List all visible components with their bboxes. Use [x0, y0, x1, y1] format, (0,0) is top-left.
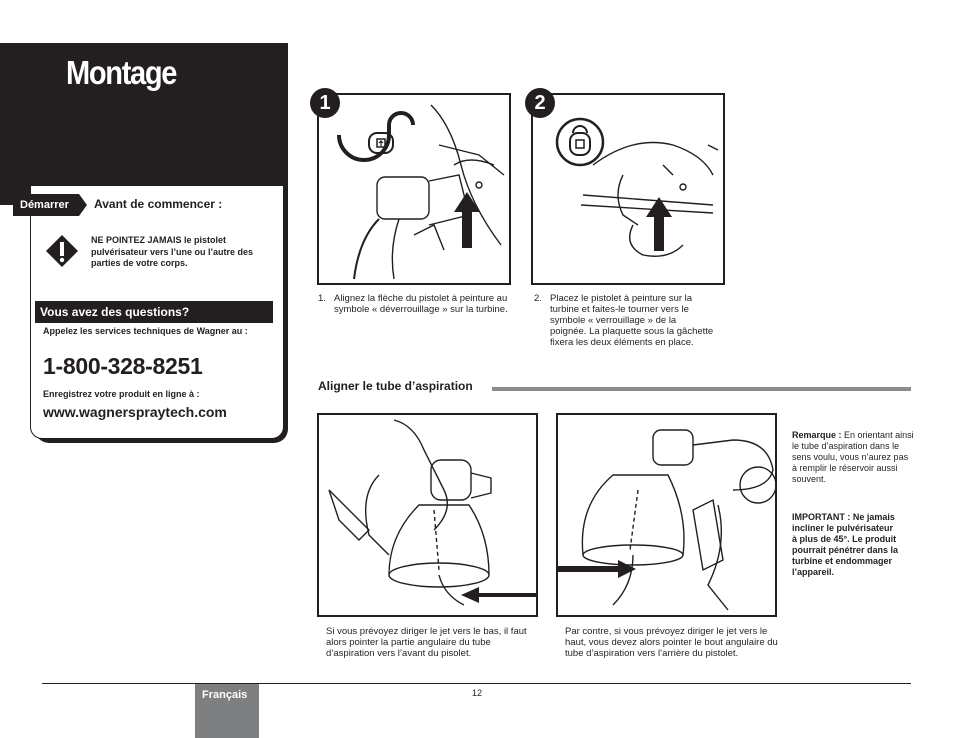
lock-icon	[555, 117, 605, 167]
step-description: Placez le pistolet à peinture sur la turbine et faites-le tourner vers le symbole « verrouillage » de la poignée. La plaquette sous la gâchette fixera les deux éléments en place.	[550, 293, 714, 348]
step-number: 2.	[534, 293, 542, 304]
figure-tube-up	[556, 413, 777, 617]
remark-label: Remarque :	[792, 430, 842, 440]
footer-rule	[42, 683, 911, 684]
step-text-2	[534, 293, 716, 363]
step-badge-1: 1	[310, 88, 340, 118]
register-text: Enregistrez votre produit en ligne à :	[43, 389, 200, 399]
spray-gun-illustration-4	[558, 415, 775, 615]
step-text-1	[318, 293, 518, 333]
section-heading: Aligner le tube d’aspiration	[318, 379, 473, 393]
questions-heading: Vous avez des questions?	[35, 301, 273, 323]
figure-step-1	[317, 93, 511, 285]
phone-number: 1-800-328-8251	[43, 353, 203, 379]
caption-tube-up: Par contre, si vous prévoyez diriger le jet vers le haut, vous devez alors pointer le bout angulaire du tube d’aspiration vers l’arrière du pistolet.	[565, 626, 778, 659]
unlock-icon	[363, 123, 399, 159]
step-badge-2: 2	[525, 88, 555, 118]
language-tab: Français	[195, 684, 259, 738]
up-arrow-icon	[452, 190, 482, 250]
figure-step-2	[531, 93, 725, 285]
call-text: Appelez les services techniques de Wagner au :	[43, 326, 248, 336]
start-tab: Démarrer	[13, 194, 79, 216]
page-number: 12	[472, 688, 483, 698]
caption-tube-down: Si vous prévoyez diriger le jet vers le bas, il faut alors pointer la partie angulaire du tube d’aspiration vers l’avant du pisolet.	[326, 626, 527, 659]
before-heading: Avant de commencer :	[94, 197, 223, 211]
step-description: Alignez la flèche du pistolet à peinture au symbole « déverrouillage » sur la turbine.	[334, 293, 508, 315]
step-number: 1.	[318, 293, 326, 304]
remark-text: En orientant ainsi le tube d’aspiration dans le sens voulu, vous n’aurez pas à remplir le réservoir aussi souvent.	[792, 430, 914, 484]
figure-tube-down	[317, 413, 538, 617]
warning-text: NE POINTEZ JAMAIS le pistolet pulvérisateur vers l’une ou l’autre des parties de votre corps.	[91, 235, 254, 268]
right-arrow-icon	[558, 558, 638, 580]
warning-icon	[44, 233, 80, 269]
spray-gun-illustration-1	[319, 95, 509, 283]
website-link[interactable]: www.wagnerspraytech.com	[43, 404, 227, 420]
up-arrow-icon	[644, 195, 674, 253]
page-title: Montage	[66, 54, 177, 91]
remark-note	[792, 430, 914, 485]
important-note: IMPORTANT : Ne jamais incliner le pulvérisateur à plus de 45°. Le produit pourrait pénétrer dans la turbine et endommager l’appareil.	[792, 512, 899, 577]
section-rule	[492, 387, 911, 391]
left-arrow-icon	[459, 585, 538, 605]
